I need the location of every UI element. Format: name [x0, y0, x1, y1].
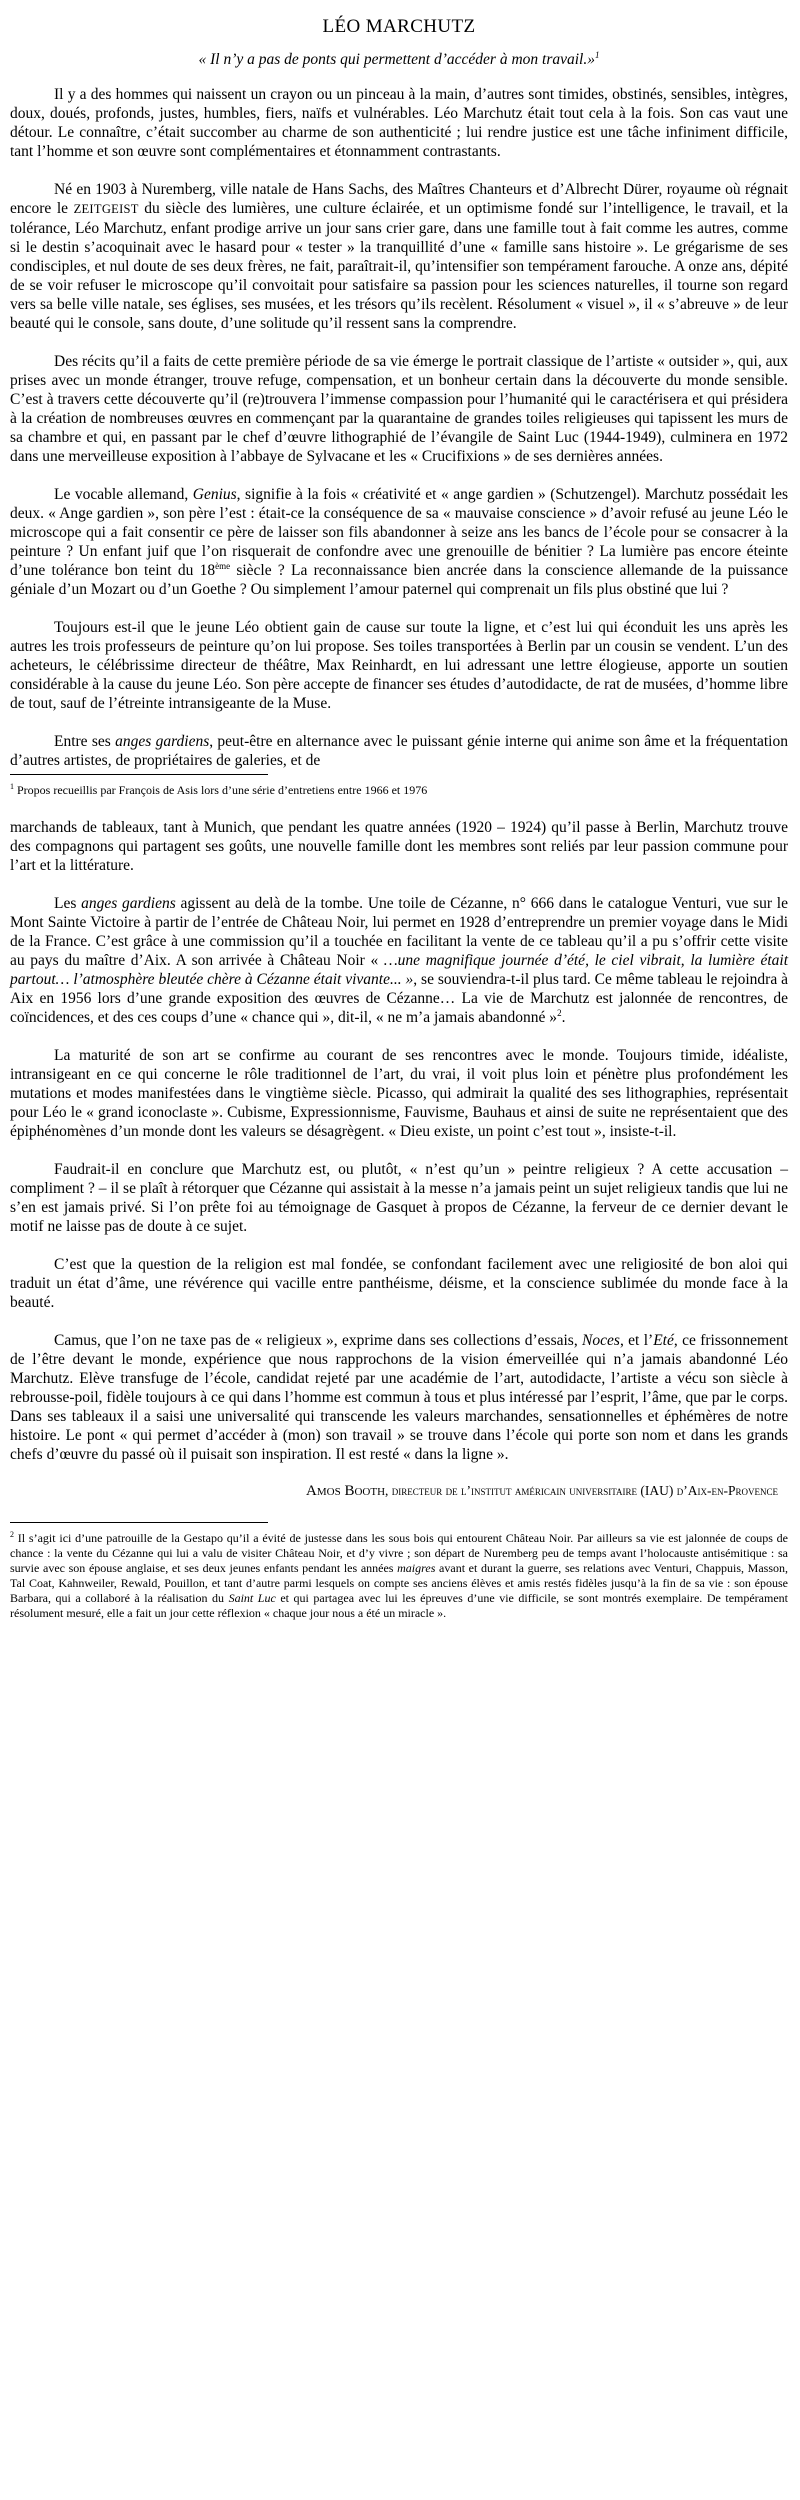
document-column	[10, 16, 788, 1621]
ordinal-suffix: ème	[215, 561, 231, 571]
paragraph-4	[10, 485, 788, 599]
zeitgeist-term: ZEITGEIST	[73, 202, 139, 217]
paragraph-4-text-a: Le vocable allemand,	[54, 486, 193, 504]
paragraph-6-text-a: Entre ses	[54, 733, 116, 751]
paragraph-7-text-a: Les	[54, 895, 82, 913]
paragraph-11-text-b: , et l’	[619, 1332, 654, 1350]
paragraph-10: C’est que la question de la religion est mal fondée, se confondant facilement avec une religiosité de bon aloi qui traduit un état d’âme, une révérence qui vacille entre panthéisme, déisme, et la conscience sublimée du monde face à la beauté.	[10, 1256, 788, 1312]
footnote-2	[10, 1527, 788, 1621]
page-title: LÉO MARCHUTZ	[322, 16, 476, 37]
footnote-ref-2[interactable]: 2	[557, 1008, 562, 1018]
paragraph-2	[10, 180, 788, 333]
epigraph-text: « Il n’y a pas de ponts qui permettent d’accéder à mon travail.»	[198, 51, 595, 69]
paragraph-4-text-b: , signifie à la fois « créativité et « ange gardien » (Schutzengel). Marchutz possédait les deux. « Ange gardien », son père l’est : était-ce la conséquence de sa « mauvaise conscience » d’avoir refusé au jeune Léo le microscope qui a fait consentir ce père de laisser son fils abandonner à seize ans les bancs de l’école pour se consacrer à la peinture ? Un enfant juif que l’on risquerait de confondre avec une grenouille de bénitier ? La lumière pas encore éteinte d’une tolérance bon teint du 18	[10, 486, 788, 580]
author-name: Amos Booth	[306, 1483, 386, 1500]
paragraph-6-continued: marchands de tableaux, tant à Munich, que pendant les quatre années (1920 – 1924) qu’il passe à Berlin, Marchutz trouve des compagnons qui partagent ses goûts, une nouvelle famille dont les membres sont reliés par leur passion commune pour l’art et la littérature.	[10, 819, 788, 875]
paragraph-6	[10, 732, 788, 770]
paragraph-8: La maturité de son art se confirme au courant de ses rencontres avec le monde. Toujours timide, idéaliste, intransigeant en ce qui concerne le rôle traditionnel de l’art, du vrai, il voit plus loin et pénètre plus profondément les mutations et modes manifestées dans le vingtième siècle. Picasso, qui admirait la qualité des ses lithographies, représentait pour Léo le « grand iconoclaste ». Cubisme, Expressionnisme, Fauvisme, Bauhaus et ainsi de suite ne représentaient que des épiphénomènes d’un monde dont les valeurs se désagrègent. « Dieu existe, un point c’est tout », insiste-t-il.	[10, 1047, 788, 1141]
paragraph-2-text-b: du siècle des lumières, une culture éclairée, et un optimisme fondé sur l’intelligence, le travail, et la tolérance, Léo Marchutz, enfant prodige arrive un jour sans crier gare, dans une famille tout à fait comme les autres, comme si le destin s’acoquinait avec le hasard pour « tester » la tranquillité d’une « famille sans histoire ». Le grégarisme de ses condisciples, et nul doute de ses deux frères, ne fait, paraîtrait-il, qu’intensifier son tempérament farouche. A onze ans, dépité de se voir refuser le microscope qu’il convoitait pour satisfaire sa passion pour les sciences naturelles, il tourne son regard vers sa belle ville natale, ses églises, ses musées, et les trésors qu’ils recèlent. Résolument « visuel », il « s’abreuve » de leur beauté qui le console, sans doute, d’une solitude qu’il ressent sans la comprendre.	[10, 200, 788, 333]
paragraph-4-text-c: siècle ? La reconnaissance bien ancrée dans la conscience allemande de la puissance géniale d’un Mozart ou d’un Goethe ? Ou simplement l’amour paternel qui comprenait un fils plus obstiné que lui ?	[10, 562, 788, 599]
noces-title: Noces	[582, 1332, 620, 1350]
paragraph-7-text-c: , se souviendra-t-il plus tard. Ce même tableau le rejoindra à Aix en 1956 lors d’une grande exposition des œuvres de Cézanne… La vie de Marchutz est jalonnée de rencontres, de coïncidences, et des ces coups d’une « chance qui », dit-il, « ne m’a jamais abandonné »	[10, 971, 789, 1027]
author-signature	[10, 1483, 778, 1500]
saint-luc-title: Saint Luc	[228, 1591, 276, 1606]
footnote-2-marker: 2	[10, 1530, 14, 1540]
maigres-term: maigres	[397, 1561, 436, 1576]
paragraph-1: Il y a des hommes qui naissent un crayon ou un pinceau à la main, d’autres sont timides, obstinés, sensibles, intègres, doux, doués, profonds, justes, humbles, fiers, naïfs et vulnérables. Léo Marchutz était tout cela à la fois. Son cas vaut une détour. Le connaître, c’était succomber au charme de son authenticité ; lui rendre justice est une tâche infiniment difficile, tant l’homme et son œuvre sont complémentaires et étonnamment contrastants.	[10, 86, 788, 161]
footnote-divider	[10, 774, 268, 775]
paragraph-11-text-c: , ce frissonnement de l’être devant le monde, expérience que nous rapprochons de la vision émerveillée qui n’a jamais abandonné Léo Marchutz. Elève transfuge de l’école, candidat rejeté par une académie de l’art, autodidacte, l’artiste a vécu son siècle à rebrousse-poil, fidèle toujours à ce qui dans l’homme est commun à tous et plus intéressé par l’esprit, l’âme, que par le corps. Dans ses tableaux il a saisi une universalité qui transcende les valeurs marchandes, sensationnelles et éphémères de notre histoire. Le pont « qui permet d’accéder à (mon) son travail » se trouve dans l’école qui porte son nom et dans les grands chefs d’œuvre du passé où il puisait son inspiration. Il est resté « dans la ligne ».	[10, 1332, 789, 1464]
paragraph-9: Faudrait-il en conclure que Marchutz est, ou plutôt, « n’est qu’un » peintre religieux ? A cette accusation – compliment ? – il se plaît à rétorquer que Cézanne qui assistait à la messe n’a jamais peint un sujet religieux tandis que lui ne s’en est jamais privé. Si l’on prête foi au témoignage de Gasquet à propos de Cézanne, la ferveur de ce dernier devant le motif ne laisse pas de doute à ce sujet.	[10, 1161, 788, 1236]
paragraph-6-text-b: , peut-être en alternance avec le puissant génie interne qui anime son âme et la fréquentation d’autres artistes, de propriétaires de galeries, et de	[10, 733, 788, 770]
genius-term: Genius	[192, 486, 237, 504]
footnote-2-text-a: Il s’agit ici d’une patrouille de la Gestapo qu’il a évité de justesse dans les sous bois qui entourent Château Noir. Par ailleurs sa vie est jalonnée de coups de chance : la vente du Cézanne qui lui a valu de visiter Château Noir, et d’y vivre ; son départ de Nuremberg peu de temps avant l’holocauste antisémitique : sa survie avec son épouse anglaise, et ses deux jeunes enfants pendant les années	[10, 1531, 788, 1576]
footnote-ref-1[interactable]: 1	[594, 50, 600, 60]
footnote-1	[10, 779, 788, 798]
anges-gardiens-term: anges gardiens	[115, 733, 210, 751]
paragraph-5: Toujours est-il que le jeune Léo obtient gain de cause sur toute la ligne, et c’est lui qui éconduit les uns après les autres les trois professeurs de peinture qu’on lui propose. Ses toiles transportées à Berlin par un cousin se vendent. L’un des acheteurs, le célébrissime directeur de théâtre, Max Reinhardt, en lui adressant une lettre élogieuse, apporte un soutien considérable à la cause du jeune Léo. Son père accepte de financer ses études d’autodidacte, de rat de musées, d’homme libre de tout, sauf de l’étreinte intransigeante de la Muse.	[10, 619, 788, 713]
paragraph-11	[10, 1331, 788, 1464]
footnote-1-marker: 1	[10, 782, 14, 792]
footnote-2-text-c: et qui partagea avec lui les épreuves d’une vie difficile, se sont montrés exemplaire. De tempérament résolument mesuré, elle a fait un jour cette réflexion « chaque jour nous a été un miracle ».	[10, 1591, 788, 1621]
author-role: , directeur de l’institut américain universitaire (IAU) d’Aix-en-Provence	[385, 1483, 778, 1499]
paragraph-11-text-a: Camus, que l’on ne taxe pas de « religieux », exprime dans ses collections d’essais,	[54, 1332, 583, 1350]
cezanne-quote: …une magnifique journée d’été, le ciel vibrait, la lumière était partout… l’atmosphère bleutée chère à Cézanne était vivante... »	[10, 952, 789, 989]
paragraph-7-text-d: .	[561, 1009, 566, 1027]
paragraph-7-text-b: agissent au delà de la tombe. Une toile de Cézanne, n° 666 dans le catalogue Venturi, vue sur le Mont Sainte Victoire à partir de l’entrée de Château Noir, lui permet en 1928 d’entreprendre un premier voyage dans le Midi de la France. C’est grâce à une commission qu’il a touchée en facilitant la vente de ce tableau qu’il a pu s’offrir cette visite au pays du maître d’Aix. A son arrivée à Château Noir «	[10, 895, 788, 970]
anges-gardiens-term: anges gardiens	[81, 895, 176, 913]
paragraph-7	[10, 894, 788, 1027]
epigraph	[10, 50, 788, 69]
paragraph-3: Des récits qu’il a faits de cette première période de sa vie émerge le portrait classique de l’artiste « outsider », qui, aux prises avec un monde étranger, trouve refuge, compensation, et un bonheur certain dans la découverte du monde sensible. C’est à travers cette découverte qu’il (re)trouvera l’immense compassion pour l’humanité qui le caractérisera et qui présidera à la création de nombreuses œuvres en commençant par la quarantaine de grandes toiles religieuses qui tapissent les murs de sa chambre et qui, en passant par le chef d’œuvre lithographié de l’évangile de Saint Luc (1944-1949), culminera en 1972 dans une merveilleuse exposition à l’abbaye de Sylvacane et les « Crucifixions » de ses dernières années.	[10, 353, 788, 466]
paragraph-2-text-a: Né en 1903 à Nuremberg, ville natale de Hans Sachs, des Maîtres Chanteurs et d’Albrecht Dürer, royaume où régnait encore le	[10, 181, 788, 218]
ete-title: Eté	[653, 1332, 674, 1350]
footnote-2-text-b: avant et durant la guerre, ses relations avec Venturi, Chappuis, Masson, Tal Coat, Kahnweiler, Rewald, Pouillon, et tant d’autre parmi lesquels on compte ses anciens élèves et amis restés fidèles jusqu’à la fin de sa vie : son épouse Barbara, qui a collaboré à la réalisation du	[10, 1561, 788, 1606]
footnote-1-text: Propos recueillis par François de Asis lors d’une série d’entretiens entre 1966 et 1976	[14, 783, 428, 798]
footnote-divider	[10, 1522, 268, 1523]
